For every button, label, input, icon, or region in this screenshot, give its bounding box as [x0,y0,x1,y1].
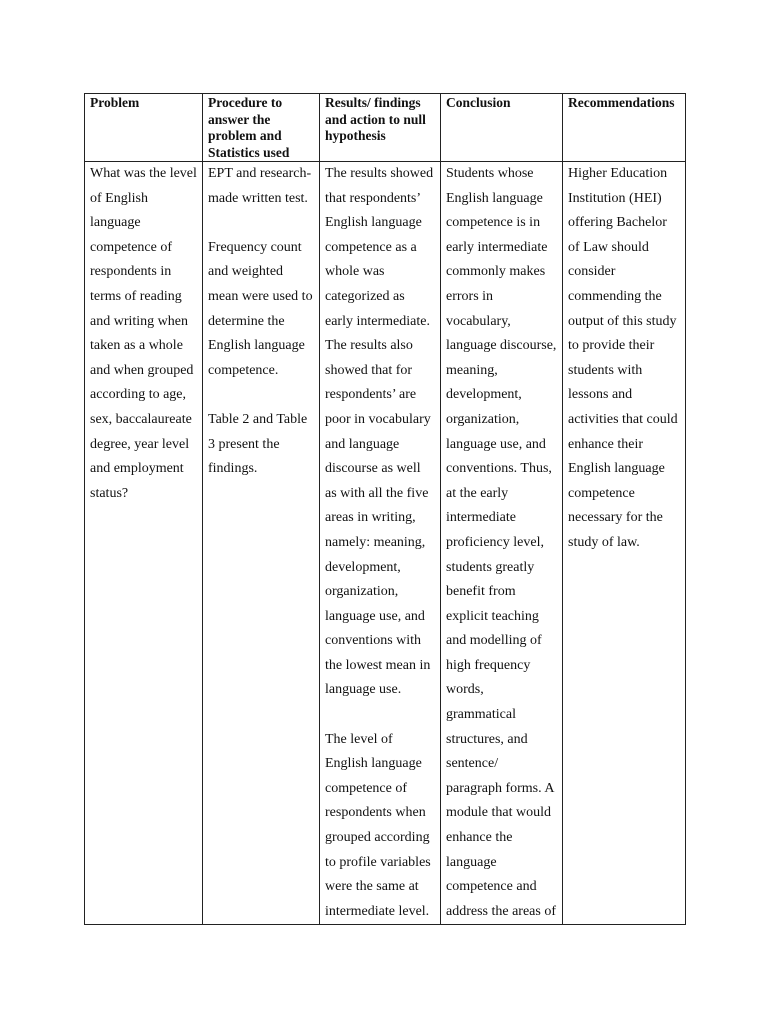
table-header-row [85,94,686,162]
header-problem: Problem [85,94,203,162]
header-procedure: Procedure to answer the problem and Statistics used [203,94,320,162]
cell-problem [85,162,203,925]
header-recommendations: Recommendations [563,94,686,162]
recommendations-text: Higher Education Institution (HEI) offering Bachelor of Law should consider commending the output of this study to provide their students with lessons and activities that could enhance their English language competence necessary for the study of law. [568,166,678,550]
findings-table [84,93,686,925]
table-row [85,162,686,925]
conclusion-text: Students whose English language competence is in early intermediate commonly makes errors in vocabulary, language discourse, meaning, development, organization, language use, and conventions. Thus, at the early intermediate proficiency level, students greatly benefit from explicit teaching and modelling of high frequency words, grammatical structures, and sentence/ paragraph forms. A module that would enhance the language competence and address the areas of [446,166,557,919]
results-text: The results showed that respondents’ English language competence as a whole was categorized as early intermediate. The results also showed that for respondents’ are poor in vocabulary and language discourse as well as with all the five areas in writing, namely: meaning, development, organization, language use, and conventions with the lowest mean in language use. The level of English language competence of respondents when grouped according to profile variables were the same at intermediate level. [325,166,434,919]
procedure-text: EPT and research-made written test. Frequency count and weighted mean were used to determine the English language competence. Table 2 and Table 3 present the findings. [208,166,313,477]
header-results: Results/ findings and action to null hypothesis [320,94,441,162]
cell-recommendations [563,162,686,925]
cell-results [320,162,441,925]
cell-procedure [203,162,320,925]
problem-text: What was the level of English language competence of respondents in terms of reading and writing when taken as a whole and when grouped according to age, sex, baccalaureate degree, year level and employment status? [90,166,197,501]
cell-conclusion [441,162,563,925]
header-conclusion: Conclusion [441,94,563,162]
